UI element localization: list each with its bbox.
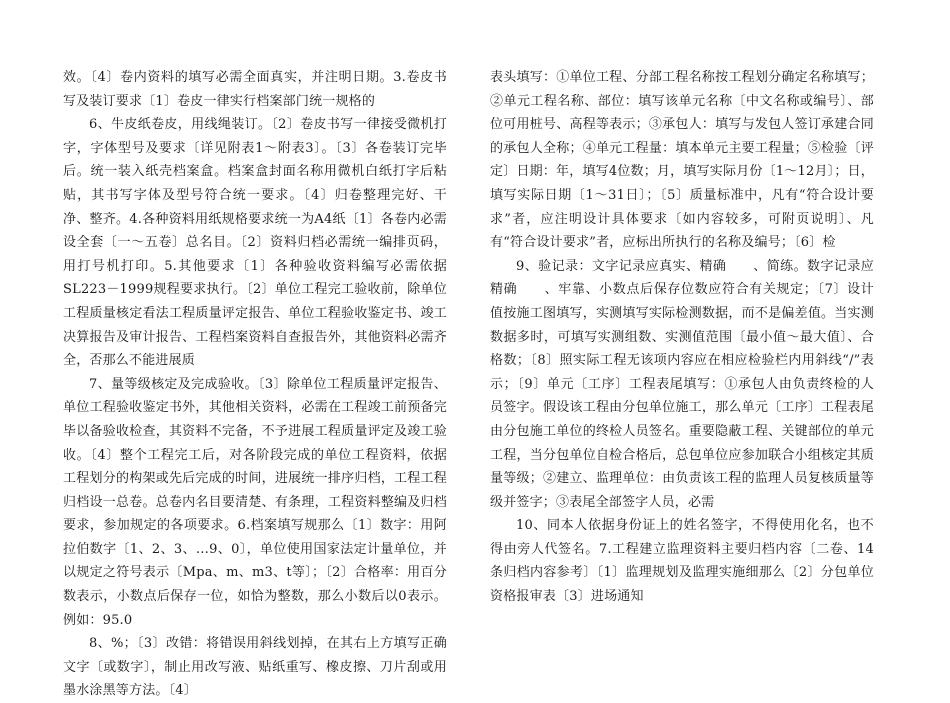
paragraph: 10、同本人依据身份证上的姓名签字，不得使用化名，也不得由旁人代签名。7.工程建立监理资料主要归档内容〔二卷、14条归档内容参考〕〔1〕监理规划及监理实施细那么〔2〕分包单位资格报审表〔3〕进场通知	[490, 518, 874, 605]
paragraph: 效。〔4〕卷内资料的填写必需全面真实，并注明日期。3.卷皮书写及装订要求〔1〕卷皮一律实行档案部门统一规格的	[63, 70, 447, 109]
paragraph: 9、验记录：文字记录应真实、精确 、简练。数字记录应精确 、牢靠、小数点后保存位数应符合有关规定；〔7〕设计值按施工图填写，实测填写实际检测数据，而不是偏差值。当实测数据多时，可填写实测组数、实测值范围〔最小值～最大值〕、合格数；〔8〕照实际工程无该项内容应在相应检验栏内用斜线“/”表示；〔9〕单元〔工序〕工程表尾填写：①承包人由负责终检的人员签字。假设该工程由分包单位施工，那么单元〔工序〕工程表尾由分包施工单位的终检人员签名。重要隐蔽工程、关键部位的单元工程，当分包单位自检合格后，总包单位应参加联合小组核定其质量等级；②建立、监理单位：由负责该工程的监理人员复核质量等级并签字；③表尾全部签字人员，必需	[490, 258, 874, 510]
left-text-column	[63, 66, 447, 703]
right-text-column	[490, 66, 874, 609]
paragraph: 8、%；〔3〕改错：将错误用斜线划掉，在其右上方填写正确文字〔或数字〕，制止用改写液、贴纸重写、橡皮擦、刀片刮或用墨水涂黑等方法。〔4〕	[63, 636, 447, 699]
paragraph: 7、量等级核定及完成验收。〔3〕除单位工程质量评定报告、单位工程验收鉴定书外，其他相关资料，必需在工程竣工前预备完毕以备验收检查，其资料不完备，不予进展工程质量评定及竣工验收。〔4〕整个工程完工后，对各阶段完成的单位工程资料，依据工程划分的构架或先后完成的时间，进展统一排序归档，工程工程归档设一总卷。总卷内名目要清楚、有条理，工程资料整编及归档要求，参加规定的各项要求。6.档案填写规那么〔1〕数字：用阿拉伯数字〔1、2、3、…9、0〕，单位使用国家法定计量单位，并以规定之符号表示〔Mpa、m、m3、t等〕；〔2〕合格率：用百分数表示，小数点后保存一位，如恰为整数，那么小数后以0表示。例如：95.0	[63, 376, 447, 628]
paragraph: 6、牛皮纸卷皮，用线绳装订。〔2〕卷皮书写一律接受微机打字，字体型号及要求〔详见附表1～附表3〕。〔3〕各卷装订完毕后。统一装入纸壳档案盒。档案盒封面名称用微机白纸打字后粘贴，其书写字体及型号符合统一要求。〔4〕归卷整理完好、干净、整齐。4.各种资料用纸规格要求统一为A4纸〔1〕各卷内必需设全套〔一～五卷〕总名目。〔2〕资料归档必需统一编排页码，用打号机打印。5.其他要求〔1〕各种验收资料编写必需依据SL223－1999规程要求执行。〔2〕单位工程完工验收前，除单位工程质量核定看法工程质量评定报告、单位工程验收鉴定书、竣工决算报告及审计报告、工程档案资料自查报告外，其他资料必需齐全，否那么不能进展质	[63, 117, 447, 369]
paragraph: 表头填写：①单位工程、分部工程名称按工程划分确定名称填写；②单元工程名称、部位：填写该单元名称〔中文名称或编号〕、部位可用桩号、高程等表示；③承包人：填写与发包人签订承建合同的承包人全称；④单元工程量：填本单元主要工程量；⑤检验〔评定〕日期：年，填写4位数；月，填写实际月份〔1～12月〕；日，填写实际日期〔1～31日〕；〔5〕质量标准中，凡有“符合设计要求”者，应注明设计具体要求〔如内容较多，可附页说明〕、凡有“符合设计要求”者，应标出所执行的名称及编号；〔6〕检	[490, 70, 874, 251]
